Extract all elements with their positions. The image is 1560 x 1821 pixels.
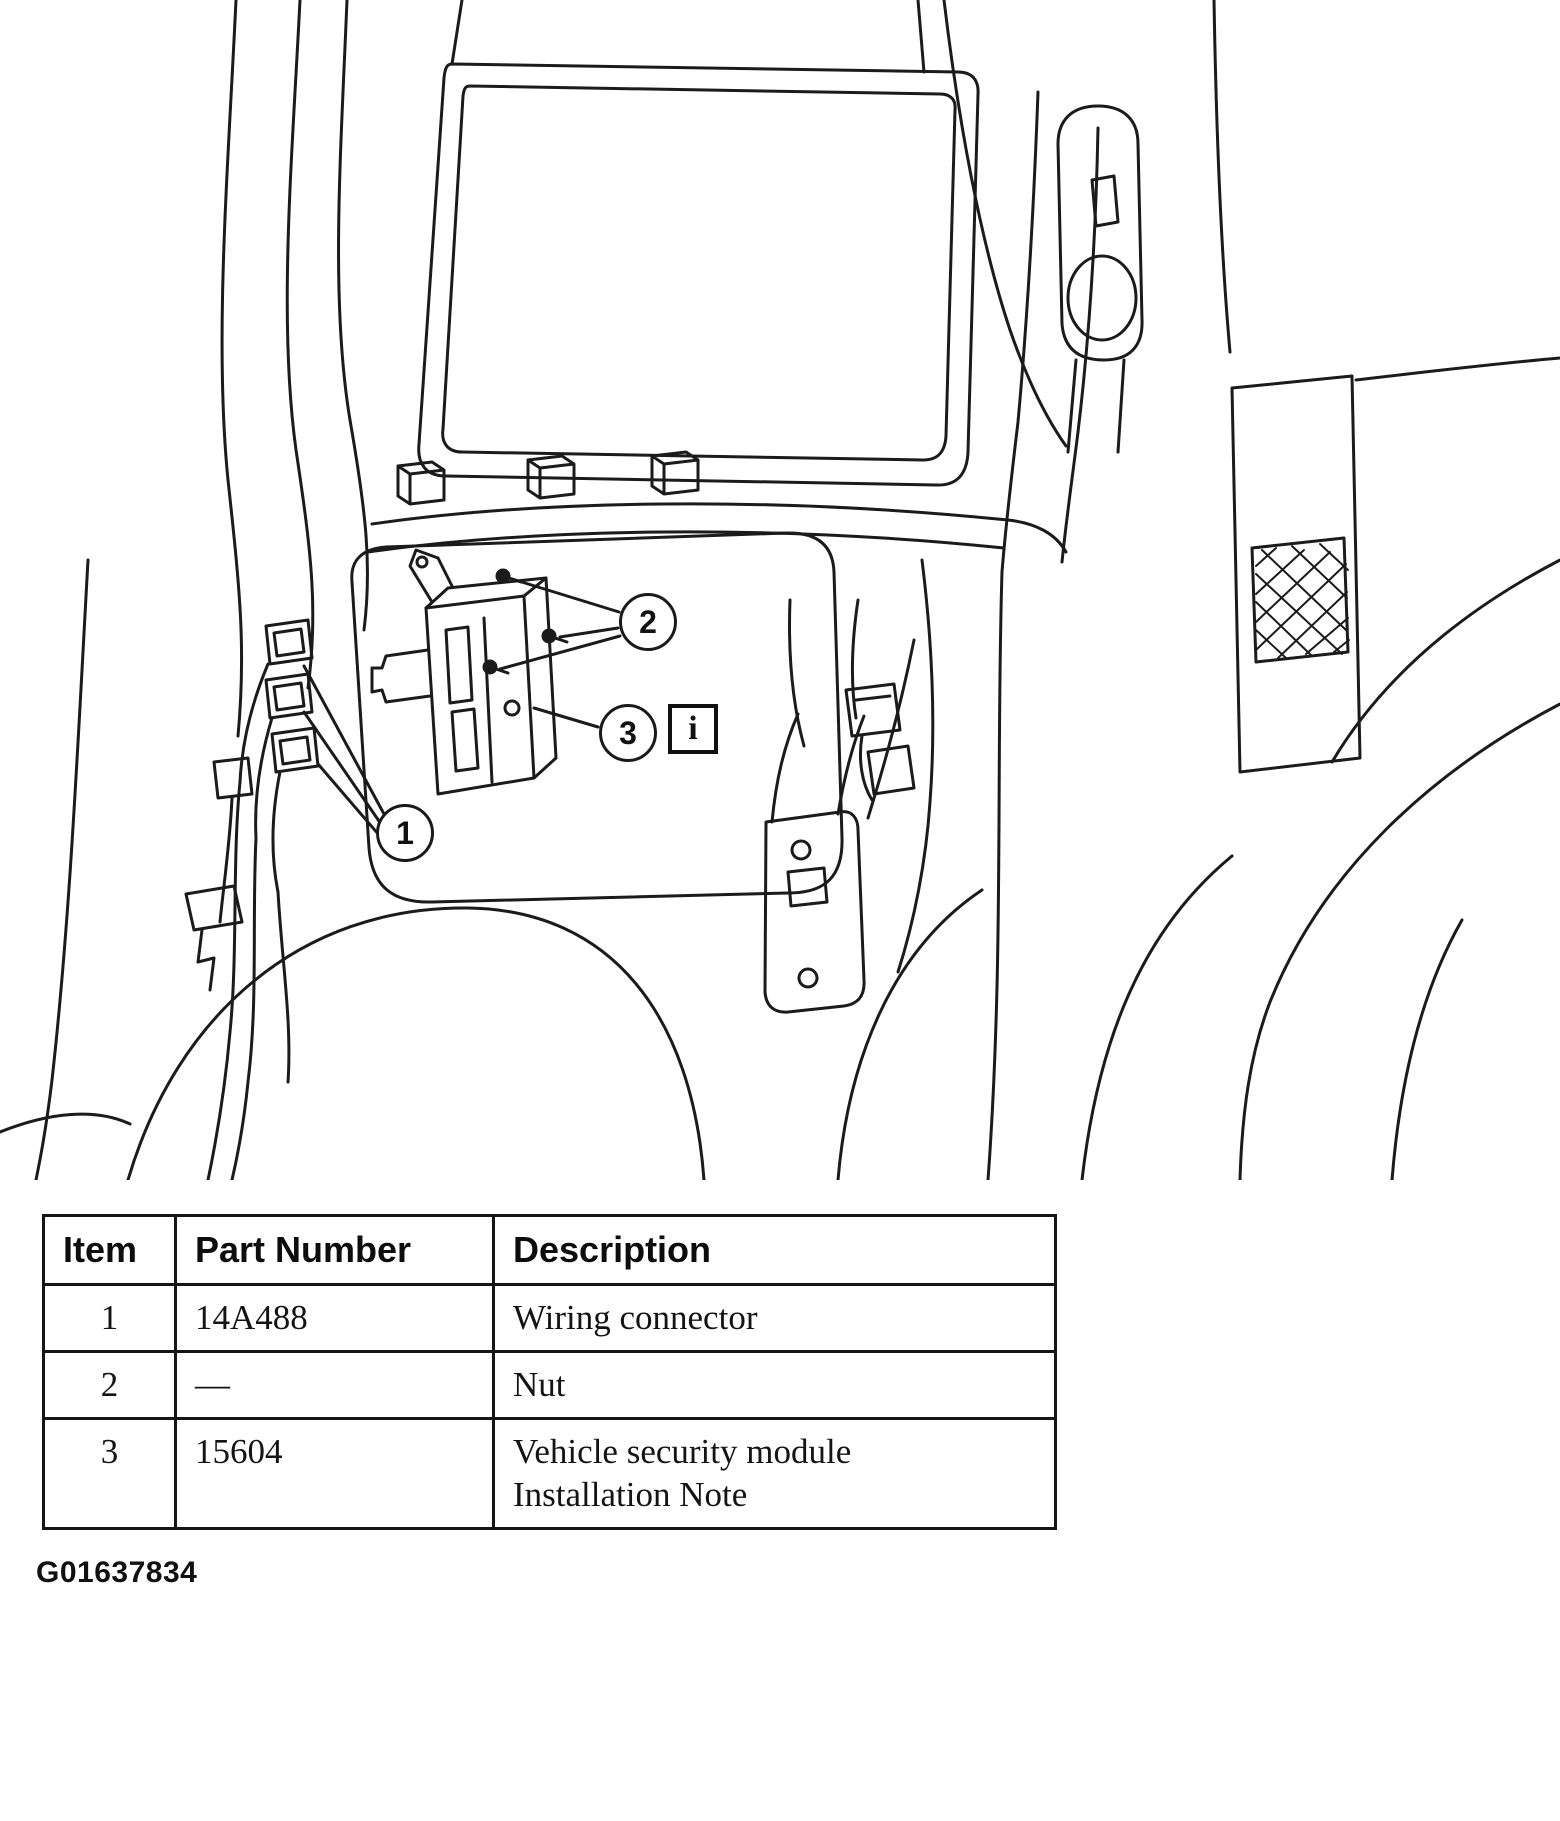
parts-table-header-row — [44, 1216, 1056, 1285]
belt-anchor-harness — [765, 560, 933, 1012]
quarter-trim-panel — [1214, 0, 1560, 772]
quarter-window — [419, 0, 978, 485]
security-module-drawing — [372, 550, 556, 794]
table-row — [44, 1351, 1056, 1418]
door-frame-right — [944, 0, 1066, 446]
callout-1-label: 1 — [396, 814, 414, 851]
parts-table — [42, 1214, 1057, 1530]
cell-item: 1 — [44, 1285, 176, 1352]
cell-item: 3 — [44, 1418, 176, 1529]
wiring-connectors-drawing — [186, 620, 318, 1180]
left-pillar-lines — [0, 0, 368, 1180]
callout-2-label: 2 — [639, 603, 657, 640]
installation-note-icon[interactable] — [668, 704, 718, 754]
figure-id: G01637834 — [36, 1556, 198, 1589]
cell-part-number: 15604 — [176, 1418, 494, 1529]
floor-arcs — [128, 890, 982, 1180]
cell-item: 2 — [44, 1351, 176, 1418]
callout-3-label: 3 — [619, 714, 637, 751]
header-item: Item — [44, 1216, 176, 1285]
cell-description — [494, 1418, 1056, 1529]
header-part-number: Part Number — [176, 1216, 494, 1285]
speaker-grille-crosshatch — [1256, 544, 1349, 658]
body-curves-right — [1082, 560, 1560, 1180]
cell-description: Wiring connector — [494, 1285, 1056, 1352]
cell-description: Nut — [494, 1351, 1056, 1418]
cell-part-number: 14A488 — [176, 1285, 494, 1352]
cell-part-number: — — [176, 1351, 494, 1418]
info-icon-glyph: i — [688, 710, 698, 747]
callout-3 — [599, 704, 657, 762]
header-description: Description — [494, 1216, 1056, 1285]
description-line: Vehicle security module — [513, 1431, 852, 1471]
callout-1 — [376, 804, 434, 862]
table-row — [44, 1285, 1056, 1352]
table-row — [44, 1418, 1056, 1529]
description-line: Installation Note — [513, 1475, 748, 1515]
callout-2 — [619, 593, 677, 651]
